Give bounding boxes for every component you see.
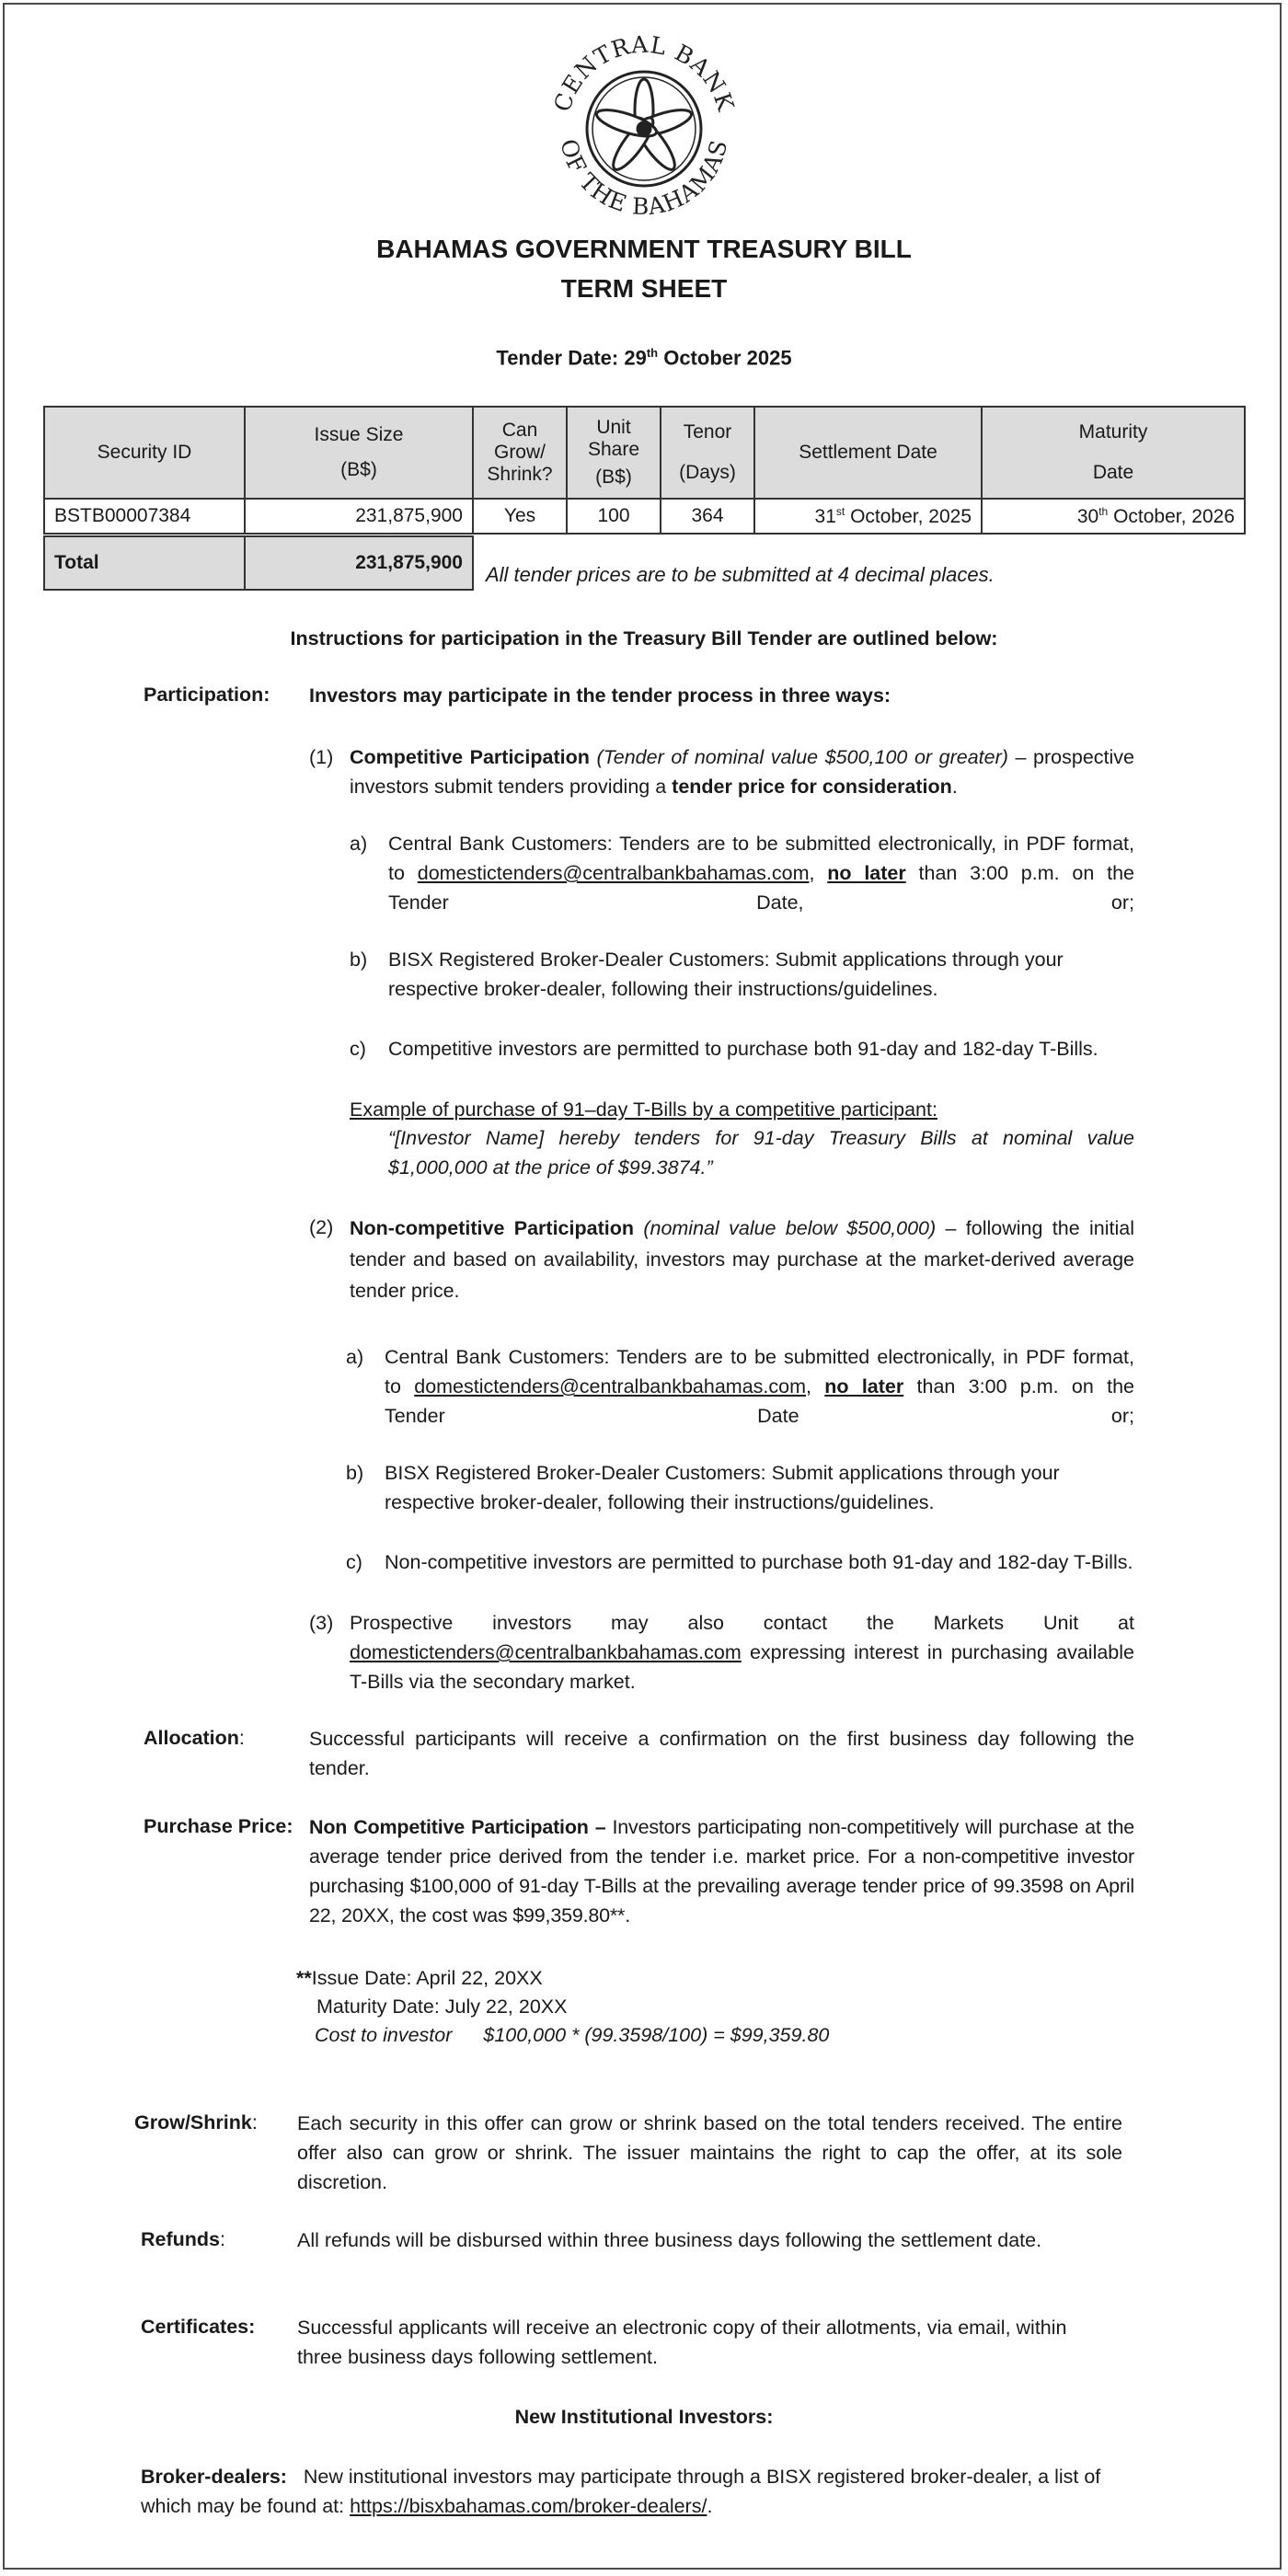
email-link[interactable]: domestictenders@centralbankbahamas.com xyxy=(417,862,810,884)
cell-maturity-date: 30th October, 2026 xyxy=(982,499,1245,534)
item3-text: Prospective investors may also contact the Markets Unit at domestictenders@centralbankbahamas.com expressing interest in purchasing available T-Bills via the secondary market. xyxy=(350,1612,1134,1693)
purchase-price-text: Non Competitive Participation – Investors participating non-competitively will purchase at the average tender price derived from the tender i.e. market price. For a non-competitive investor purchasing $100,000 of 91-day T-Bills at the prevailing average tender price of 99.3598 on April 22, 20XX, the cost was $99,359.80**. xyxy=(309,1816,1134,1926)
certificates-label: Certificates: xyxy=(141,2316,256,2338)
cell-unit-share: 100 xyxy=(567,499,661,534)
item2-text: Non-competitive Participation (nominal value below $500,000) – following the initial tender and based on availability, investors may purchase at the market-derived average tender price. xyxy=(350,1217,1135,1302)
allocation-label: Allocation: xyxy=(144,1727,245,1749)
grow-shrink-label: Grow/Shrink: xyxy=(134,2111,258,2133)
item2-c-label: c) xyxy=(346,1551,362,1573)
header-tenor: Tenor (Days) xyxy=(661,407,754,499)
example-text: “[Investor Name] hereby tenders for 91-day Treasury Bills at nominal value $1,000,000 at the price of $99.3874.” xyxy=(388,1127,1134,1179)
item3-number: (3) xyxy=(309,1612,334,1634)
decimal-note: All tender prices are to be submitted at 4 decimal places. xyxy=(486,563,995,586)
new-investors-heading: New Institutional Investors: xyxy=(514,2406,774,2428)
cell-tenor: 364 xyxy=(661,499,754,534)
header-settlement-date: Settlement Date xyxy=(754,407,982,499)
item2-a-label: a) xyxy=(346,1346,364,1368)
header-can-grow: Can Grow/ Shrink? xyxy=(473,407,567,499)
certificates-text: Successful applicants will receive an electronic copy of their allotments, via email, within three business days following settlement. xyxy=(297,2317,1067,2368)
allocation-text: Successful participants will receive a confirmation on the first business day following the tender. xyxy=(309,1728,1134,1779)
tender-date: Tender Date: 29th October 2025 xyxy=(496,346,792,370)
purchase-price-label: Purchase Price: xyxy=(144,1815,293,1837)
email-link[interactable]: domestictenders@centralbankbahamas.com xyxy=(350,1641,742,1663)
item1-c-text: Competitive investors are permitted to purchase both 91-day and 182-day T-Bills. xyxy=(388,1038,1098,1060)
item1-a-label: a) xyxy=(350,833,368,855)
svg-text:CENTRAL BANK: CENTRAL BANK xyxy=(548,30,740,115)
instructions-heading: Instructions for participation in the Treasury Bill Tender are outlined below: xyxy=(290,627,998,650)
item1-text: Competitive Participation (Tender of nominal value $500,100 or greater) – prospective investors submit tenders providing a tender price for consideration. xyxy=(350,746,1135,798)
participation-label: Participation: xyxy=(144,684,270,706)
item2-number: (2) xyxy=(309,1216,334,1238)
maturity-date: Maturity Date: July 22, 20XX xyxy=(316,1995,568,2018)
document-title-line1: BAHAMAS GOVERNMENT TREASURY BILL xyxy=(376,235,912,263)
header-maturity-date: Maturity Date xyxy=(982,407,1245,499)
item1-number: (1) xyxy=(309,746,334,768)
svg-text:OF THE BAHAMAS: OF THE BAHAMAS xyxy=(555,136,733,221)
item1-b-text: BISX Registered Broker-Dealer Customers: Submit applications through your respective broker-dealer, following their instructions/guidelines. xyxy=(388,949,1064,1000)
item1-b-label: b) xyxy=(350,949,368,971)
item2-b-label: b) xyxy=(346,1462,364,1484)
security-terms-table xyxy=(43,406,1246,535)
refunds-label: Refunds: xyxy=(141,2228,225,2250)
document-title-line2: TERM SHEET xyxy=(560,274,728,303)
total-table xyxy=(43,535,474,591)
participation-intro: Investors may participate in the tender process in three ways: xyxy=(309,684,891,707)
broker-dealers-text: Broker-dealers: New institutional investors may participate through a BISX registered broker-dealer, a list of which may be found at: https://bisxbahamas.com/broker-dealers/. xyxy=(141,2466,1101,2517)
item1-a-text: Central Bank Customers: Tenders are to be submitted electronically, in PDF format, to domestictenders@centralbankbahamas.com, no later than 3:00 p.m. on the Tender Date, or; xyxy=(388,833,1135,914)
total-value: 231,875,900 xyxy=(245,536,473,590)
item2-b-text: BISX Registered Broker-Dealer Customers: Submit applications through your respective broker-dealer, following their instructions/guidelines. xyxy=(385,1462,1060,1513)
table-row xyxy=(44,499,1245,534)
header-security-id: Security ID xyxy=(44,407,245,499)
central-bank-seal-logo xyxy=(547,28,741,225)
email-link[interactable]: domestictenders@centralbankbahamas.com xyxy=(414,1375,806,1397)
item2-a-text: Central Bank Customers: Tenders are to be submitted electronically, in PDF format, to domestictenders@centralbankbahamas.com, no later than 3:00 p.m. on the Tender Date or; xyxy=(385,1346,1135,1427)
total-label: Total xyxy=(44,536,245,590)
item1-c-label: c) xyxy=(350,1038,366,1060)
example-heading: Example of purchase of 91–day T-Bills by a competitive participant: xyxy=(350,1098,937,1121)
cell-security-id: BSTB00007384 xyxy=(44,499,245,534)
item2-c-text: Non-competitive investors are permitted to purchase both 91-day and 182-day T-Bills. xyxy=(385,1551,1133,1573)
cost-to-investor: Cost to investor $100,000 * (99.3598/100) = $99,359.80 xyxy=(315,2024,830,2046)
issue-date: **Issue Date: April 22, 20XX xyxy=(296,1967,543,1989)
cell-settlement-date: 31st October, 2025 xyxy=(754,499,982,534)
header-issue-size: Issue Size (B$) xyxy=(245,407,473,499)
cell-issue-size: 231,875,900 xyxy=(245,499,473,534)
refunds-text: All refunds will be disbursed within three business days following the settlement date. xyxy=(297,2229,1042,2251)
cell-can-grow: Yes xyxy=(473,499,567,534)
grow-shrink-text: Each security in this offer can grow or shrink based on the total tenders received. The entire offer also can grow or shrink. The issuer maintains the right to cap the offer, at its sole discretion. xyxy=(297,2112,1122,2193)
broker-dealers-link[interactable]: https://bisxbahamas.com/broker-dealers/ xyxy=(350,2495,707,2517)
header-unit-share: Unit Share (B$) xyxy=(567,407,661,499)
